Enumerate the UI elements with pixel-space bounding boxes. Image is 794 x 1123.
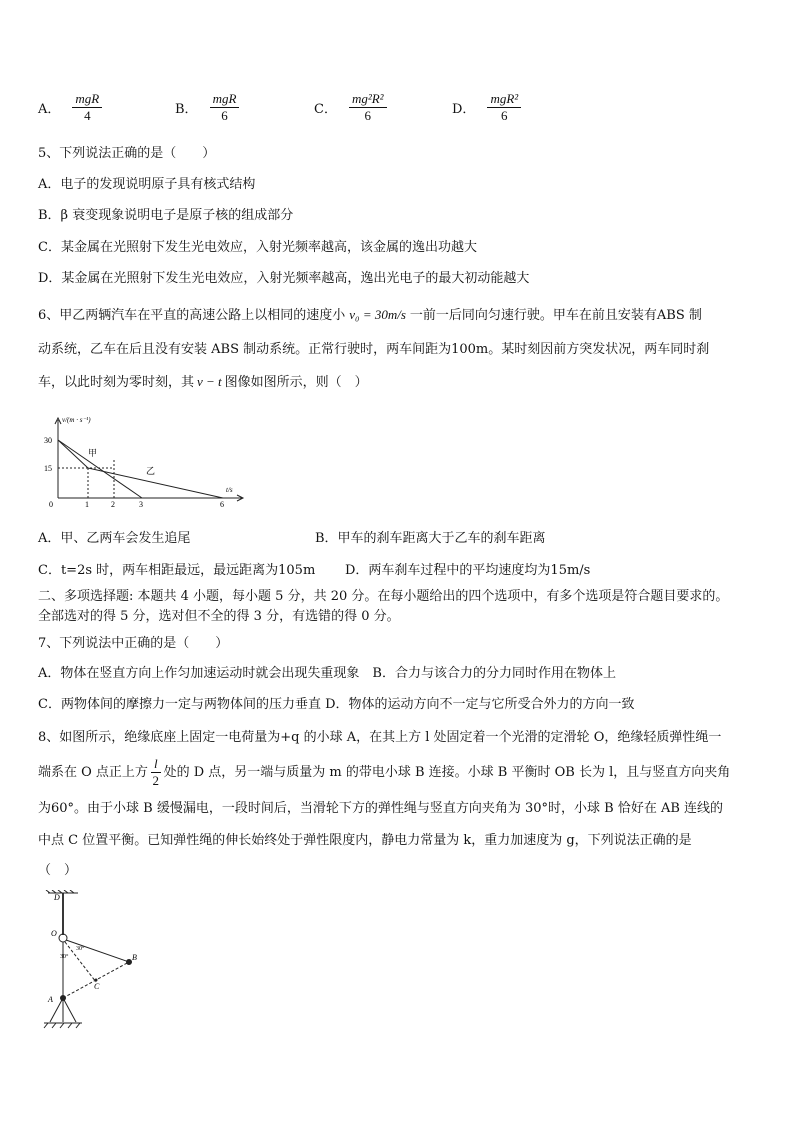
- x-tick-1: 1: [85, 500, 89, 509]
- q6-option-a: A．甲、乙两车会发生追尾: [38, 531, 191, 546]
- label-a: A: [48, 995, 53, 1004]
- text-segment: 端系在 O 点正上方: [38, 765, 148, 780]
- q6-option-c: C．t=2s 时，两车相距最远，最远距离为105m: [38, 563, 316, 578]
- text-segment: 车，以此时刻为零时刻，其: [38, 375, 195, 390]
- fraction-numerator: l: [151, 756, 161, 773]
- q6-line-3: [38, 373, 368, 392]
- label-yi: 乙: [146, 466, 156, 476]
- fraction-numerator: mgR: [72, 91, 102, 108]
- hatch: [76, 1023, 80, 1028]
- q7-stem: 7、下列说法中正确的是（ ）: [38, 636, 229, 651]
- hatch: [68, 1023, 72, 1028]
- q5-option-b: B．β 衰变现象说明电子是原子核的组成部分: [38, 208, 294, 223]
- fraction-l-over-2: [151, 756, 161, 789]
- text-segment: 一前一后同向匀速行驶。甲车在前且安装有ABS 制: [409, 308, 702, 323]
- fraction-denominator: 2: [152, 773, 159, 788]
- fraction-denominator: 6: [364, 108, 372, 123]
- q5-option-d: D．某金属在光照射下发生光电效应，入射光频率越高，逸出光电子的最大初动能越大: [38, 271, 530, 286]
- q4-option-a: [38, 91, 102, 124]
- q8-line-1: 8、如图所示，绝缘底座上固定一电荷量为+q 的小球 A，在其上方 l 处固定着一个光滑的定滑轮 O，绝缘轻质弹性绳一: [38, 730, 722, 745]
- x-axis-label: t/s: [226, 486, 233, 494]
- fraction-denominator: 6: [501, 108, 508, 123]
- hatch: [44, 1023, 48, 1028]
- x-tick-0: 0: [49, 500, 53, 509]
- q8-line-2: [38, 756, 730, 789]
- q6-line-1: [38, 306, 702, 325]
- fraction-numerator: mgR: [210, 91, 240, 108]
- fraction-denominator: 4: [84, 108, 91, 123]
- q7-options-ab: A．物体在竖直方向上作匀加速运动时就会出现失重现象 B．合力与该合力的分力同时作用在物体上: [38, 666, 616, 681]
- section2-line-2: 全部选对的得 5 分，选对但不全的得 3 分，有选错的得 0 分。: [38, 609, 400, 624]
- q7-options-cd: C．两物体间的摩擦力一定与两物体间的压力垂直 D．物体的运动方向不一定与它所受合外力的方向一致: [38, 697, 635, 712]
- label-o: O: [51, 929, 57, 938]
- hatch: [60, 1023, 64, 1028]
- option-label: A．: [38, 102, 61, 117]
- line-yi-segment-2: [88, 468, 223, 498]
- line-yi-segment-1: [58, 440, 88, 468]
- stand-right: [63, 998, 76, 1022]
- q5-option-c: C．某金属在光照射下发生光电效应，入射光频率越高，该金属的逸出功越大: [38, 240, 477, 255]
- option-label: C．: [314, 102, 337, 117]
- label-d: D: [54, 893, 60, 902]
- section2-line-1: 二、多项选择题: 本题共 4 小题，每小题 5 分，共 20 分。在每小题给出的四个选项中，有多个选项是符合题目要求的。: [38, 589, 729, 604]
- x-tick-3: 3: [139, 500, 143, 509]
- q8-line-4: 中点 C 位置平衡。已知弹性绳的伸长始终处于弹性限度内，静电力常量为 k，重力加速度为 g，下列说法正确的是: [38, 833, 692, 848]
- label-b: B: [132, 953, 137, 962]
- fraction-denominator: 6: [221, 108, 228, 123]
- math-v0: v₀ = 30m/s: [349, 307, 406, 322]
- y-tick-15: 15: [44, 464, 52, 473]
- fraction-numerator: mg²R²: [349, 91, 387, 108]
- math-vt: v − t: [197, 374, 222, 389]
- text-segment: 6、甲乙两辆汽车在平直的高速公路上以相同的速度小: [38, 308, 346, 323]
- text-segment: 处的 D 点，另一端与质量为 m 的带电小球 B 连接。小球 B 平衡时 OB 长为 l，且与竖直方向夹角: [163, 765, 731, 780]
- option-label: B．: [175, 102, 198, 117]
- q4-option-c: [314, 91, 387, 124]
- q5-stem: 5、下列说法正确的是（ ）: [38, 146, 216, 161]
- q8-line-5: （ ）: [38, 863, 78, 878]
- q6-line-2: 动系统，乙车在后且没有安装 ABS 制动系统。正常行驶时，两车间距为100m。某时刻因前方突发状况，两车同时刹: [38, 342, 710, 357]
- fraction-numerator: mgR²: [487, 91, 521, 108]
- pulley-o: [59, 934, 67, 942]
- y-tick-30: 30: [44, 436, 52, 445]
- text-segment: 图像如图所示，则（ ）: [224, 375, 368, 390]
- angle-label-2: 30°: [60, 954, 69, 960]
- option-label: D．: [452, 102, 476, 117]
- q6-option-b: B．甲车的刹车距离大于乙车的刹车距离: [315, 531, 546, 546]
- angle-label-1: 30°: [76, 946, 85, 952]
- hatch: [52, 1023, 56, 1028]
- q4-option-b: [175, 91, 239, 124]
- y-axis-label: v/(m · s⁻¹): [62, 416, 91, 424]
- line-jia: [58, 440, 142, 498]
- label-c: C: [94, 982, 100, 991]
- x-tick-2: 2: [111, 500, 115, 509]
- q6-option-d: D．两车刹车过程中的平均速度均为15m/s: [345, 563, 591, 578]
- vt-graph: [38, 410, 258, 510]
- q4-option-d: [452, 91, 521, 124]
- x-tick-6: 6: [220, 500, 224, 509]
- q5-option-a: A．电子的发现说明原子具有核式结构: [38, 177, 256, 192]
- q8-line-3: 为60°。由于小球 B 缓慢漏电，一段时间后，当滑轮下方的弹性绳与竖直方向夹角为 30°时，小球 B 恰好在 AB 连线的: [38, 801, 724, 816]
- label-jia: 甲: [88, 448, 98, 458]
- ball-a: [60, 995, 66, 1001]
- q8-figure: [36, 890, 156, 1035]
